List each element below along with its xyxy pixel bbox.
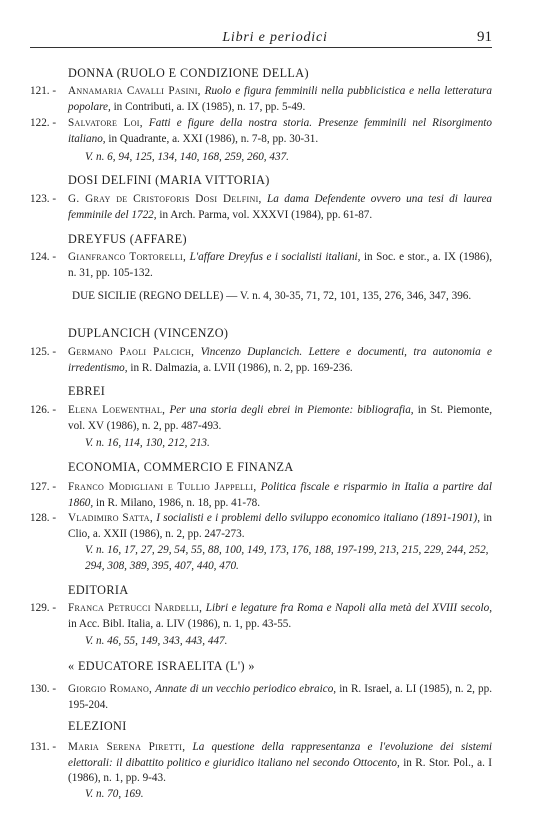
entry-number: 126. - — [30, 404, 57, 416]
entry-number: 123. - — [30, 193, 57, 205]
entry-author: Germano Paoli Palcich, — [68, 346, 195, 358]
entry-number: 124. - — [30, 251, 57, 263]
entry-title: La questione della rappresentanza e l'evoluzione dei sistemi elettorali: il dibattito politico e giuridico italiano nel secondo Ottocento, — [68, 741, 493, 769]
entry-number: 129. - — [30, 602, 57, 614]
entry-title: L'affare Dreyfus e i socialisti italiani, — [189, 251, 361, 263]
entry-number: 122. - — [30, 117, 57, 129]
entry-121 — [30, 84, 492, 115]
cross-references: V. n. 16, 17, 27, 29, 54, 55, 88, 100, 149, 173, 176, 188, 197-199, 213, 215, 229, 244, 252, 294, 308, 389, 395, 407, 440, 470. — [85, 544, 489, 572]
section-heading: DOSI DELFINI (MARIA VITTORIA) — [68, 173, 270, 187]
entry-number: 127. - — [30, 481, 57, 493]
entry-127 — [30, 480, 492, 511]
section-heading: EBREI — [68, 384, 106, 398]
entry-source: in Contributi, a. IX (1985), n. 17, pp. 5-49. — [113, 100, 306, 113]
entry-source: in R. Dalmazia, a. LVII (1986), n. 2, pp. 169-236. — [130, 361, 353, 374]
entry-128 — [30, 511, 492, 542]
entry-source: in Acc. Bibl. Italia, a. LIV (1986), n. 1, pp. 43-55. — [68, 617, 292, 630]
entry-129 — [30, 601, 492, 632]
cross-references: V. n. 70, 169. — [85, 788, 144, 800]
section-cross-reference: DUE SICILIE (REGNO DELLE) — V. n. 4, 30-35, 71, 72, 101, 135, 276, 346, 347, 396. — [72, 290, 472, 302]
entry-author: G. Gray de Cristoforis Dosi Delfini, — [68, 193, 262, 205]
entry-author: Vladimiro Satta, — [68, 512, 153, 524]
entry-131 — [30, 740, 492, 787]
entry-title: Ruolo e figura femminili nella pubblicistica e nella letteratura popolare, — [68, 85, 492, 113]
entry-title: Politica fiscale e risparmio in Italia a partire dal 1860, — [68, 481, 493, 509]
entry-title: I socialisti e i problemi dello sviluppo economico italiano (1891-1901), — [156, 512, 481, 524]
entry-author: Maria Serena Piretti, — [68, 741, 186, 753]
entry-title: La dama Defendente ovvero una tesi di laurea femminile del 1722, — [68, 193, 493, 221]
entry-source: in R. Stor. Pol., a. I (1986), n. 1, pp. 9-43. — [68, 756, 493, 784]
entry-number: 130. - — [30, 683, 57, 695]
entry-source: in R. Israel, a. LI (1985), n. 2, pp. 195-204. — [68, 683, 493, 711]
entry-source: in Quadrante, a. XXI (1986), n. 7-8, pp. 30-31. — [108, 132, 319, 145]
running-header-title: Libri e periodici — [222, 30, 328, 45]
section-heading: DONNA (RUOLO E CONDIZIONE DELLA) — [68, 66, 309, 80]
entry-author: Gianfranco Tortorelli, — [68, 251, 187, 263]
cross-references: V. n. 6, 94, 125, 134, 140, 168, 259, 260, 437. — [85, 151, 289, 163]
entry-author: Annamaria Cavalli Pasini, — [68, 85, 201, 97]
cross-references: V. n. 46, 55, 149, 343, 443, 447. — [85, 635, 228, 647]
section-heading: ELEZIONI — [68, 719, 127, 733]
entry-author: Elena Loewenthal, — [68, 404, 166, 416]
entry-author: Franca Petrucci Nardelli, — [68, 602, 203, 614]
entry-title: Vincenzo Duplancich. Lettere e documenti, tra autonomia e irredentismo, — [68, 346, 493, 374]
entry-title: Fatti e figure della nostra storia. Presenze femminili nel Risorgimento italiano, — [68, 117, 492, 145]
entry-number: 121. - — [30, 85, 57, 97]
entry-source: in St. Piemonte, vol. XV (1986), n. 2, pp. 487-493. — [68, 404, 493, 432]
entry-title: Libri e legature fra Roma e Napoli alla metà del XVIII secolo, — [205, 602, 493, 614]
section-heading: « EDUCATORE ISRAELITA (L') » — [68, 659, 255, 673]
entry-130 — [30, 682, 492, 713]
cross-references: V. n. 16, 114, 130, 212, 213. — [85, 437, 210, 449]
entry-title: Annate di un vecchio periodico ebraico, — [155, 683, 337, 695]
section-heading: DREYFUS (AFFARE) — [68, 232, 187, 246]
entry-source: in Arch. Parma, vol. XXXVI (1984), pp. 61-87. — [159, 208, 373, 221]
header-rule — [30, 47, 492, 48]
entry-title: Per una storia degli ebrei in Piemonte: bibliografia, — [169, 404, 414, 416]
entry-source: in Soc. e stor., a. IX (1986), n. 31, pp. 105-132. — [68, 251, 493, 279]
section-heading: EDITORIA — [68, 583, 129, 597]
entry-source: in R. Milano, 1986, n. 18, pp. 41-78. — [95, 496, 261, 509]
entry-126 — [30, 403, 492, 434]
entry-author: Salvatore Loi, — [68, 117, 143, 129]
entry-125 — [30, 345, 492, 376]
entry-number: 125. - — [30, 346, 57, 358]
section-heading: DUPLANCICH (VINCENZO) — [68, 326, 229, 340]
entry-122 — [30, 116, 492, 147]
entry-author: Giorgio Romano, — [68, 683, 153, 695]
entry-123 — [30, 192, 492, 223]
entry-number: 128. - — [30, 512, 57, 524]
entry-124 — [30, 250, 492, 281]
entry-source: in Clio, a. XXII (1986), n. 2, pp. 247-273. — [68, 512, 493, 540]
entry-number: 131. - — [30, 741, 57, 753]
entry-author: Franco Modigliani e Tullio Jappelli, — [68, 481, 257, 493]
section-heading: ECONOMIA, COMMERCIO E FINANZA — [68, 460, 294, 474]
page-number: 91 — [477, 29, 492, 45]
